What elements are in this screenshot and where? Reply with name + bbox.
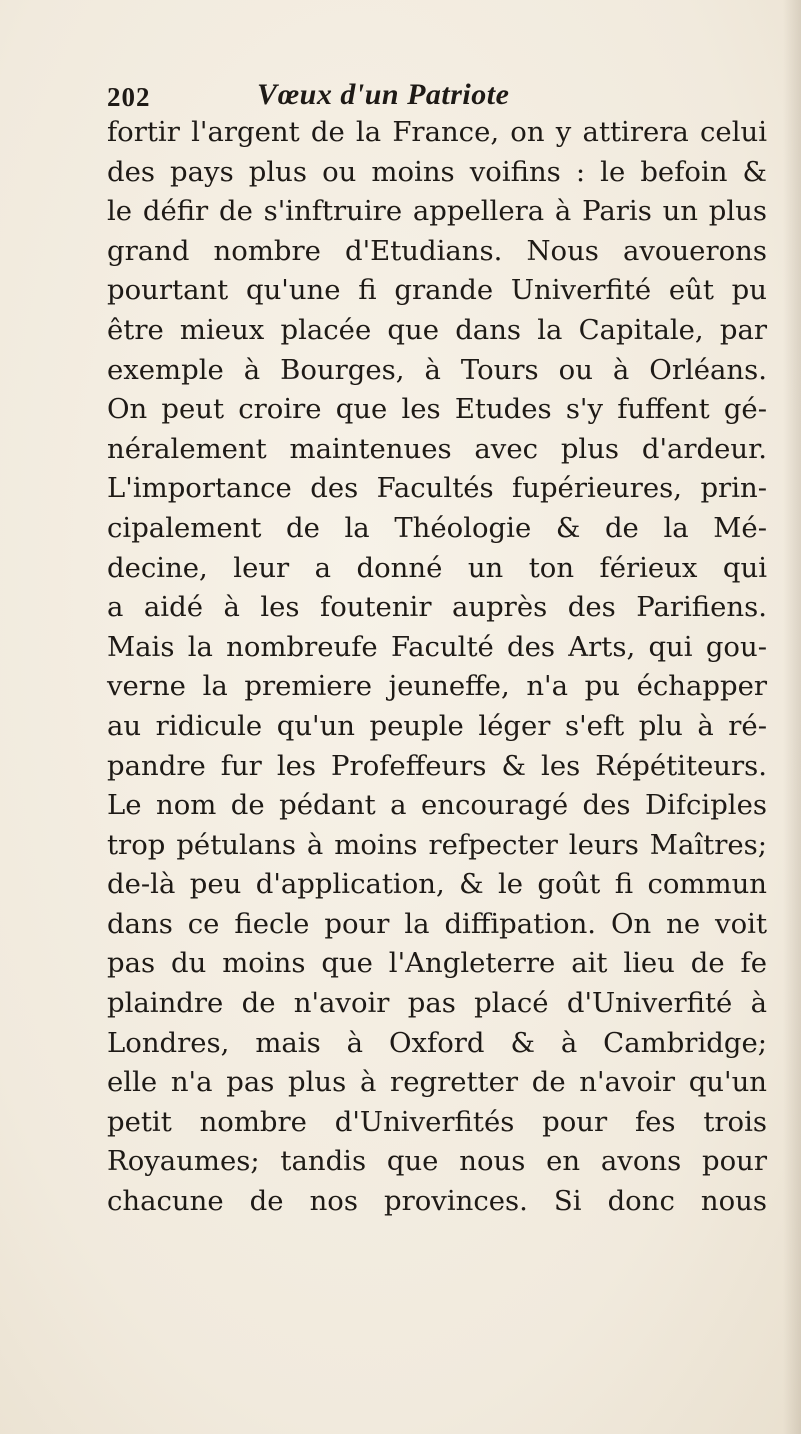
text-line: L'importance des Facultés fupérieures, prin-	[107, 472, 767, 505]
text-line: a aidé à les foutenir auprès des Parifiens.	[107, 591, 767, 624]
page-number: 202	[107, 82, 151, 112]
text-line: au ridicule qu'un peuple léger s'eft plu à ré-	[107, 709, 767, 742]
text-line: néralement maintenues avec plus d'ardeur.	[107, 432, 767, 465]
text-line: Royaumes; tandis que nous en avons pour	[107, 1145, 767, 1178]
text-line: être mieux placée que dans la Capitale, par	[107, 313, 767, 346]
text-line: chacune de nos provinces. Si donc nous	[107, 1185, 767, 1218]
text-line: Mais la nombreufe Faculté des Arts, qui gou-	[107, 630, 767, 663]
text-line: cipalement de la Théologie & de la Mé-	[107, 511, 767, 544]
text-line: dans ce fiecle pour la diffipation. On ne voit	[107, 907, 767, 940]
text-line: des pays plus ou moins voifins : le befoin &	[107, 155, 767, 188]
text-line: exemple à Bourges, à Tours ou à Orléans.	[107, 353, 767, 386]
running-head	[107, 74, 707, 118]
text-line: pandre fur les Profeffeurs & les Répétiteurs.	[107, 749, 767, 782]
text-line: verne la premiere jeuneffe, n'a pu échapper	[107, 670, 767, 703]
text-line: Le nom de pédant a encouragé des Difciples	[107, 789, 767, 822]
text-line: Londres, mais à Oxford & à Cambridge;	[107, 1026, 767, 1059]
text-line: elle n'a pas plus à regretter de n'avoir qu'un	[107, 1066, 767, 1099]
text-line: grand nombre d'Etudians. Nous avouerons	[107, 234, 767, 267]
text-line: petit nombre d'Univerfités pour fes trois	[107, 1105, 767, 1138]
text-line: plaindre de n'avoir pas placé d'Univerfité à	[107, 987, 767, 1020]
text-line: pourtant qu'une fi grande Univerfité eût pu	[107, 274, 767, 307]
text-line: de-là peu d'application, & le goût fi commun	[107, 868, 767, 901]
text-line: trop pétulans à moins refpecter leurs Maîtres;	[107, 828, 767, 861]
page-edge-shadow	[783, 0, 801, 1434]
text-line: le défir de s'inftruire appellera à Paris un plus	[107, 195, 767, 228]
text-line: pas du moins que l'Angleterre ait lieu de fe	[107, 947, 767, 980]
text-line: decine, leur a donné un ton férieux qui	[107, 551, 767, 584]
text-line: On peut croire que les Etudes s'y fuffent gé-	[107, 393, 767, 426]
text-line: fortir l'argent de la France, on y attirera celui	[107, 116, 767, 148]
body-text	[107, 113, 767, 1222]
running-title: Vœux d'un Patriote	[257, 78, 510, 111]
